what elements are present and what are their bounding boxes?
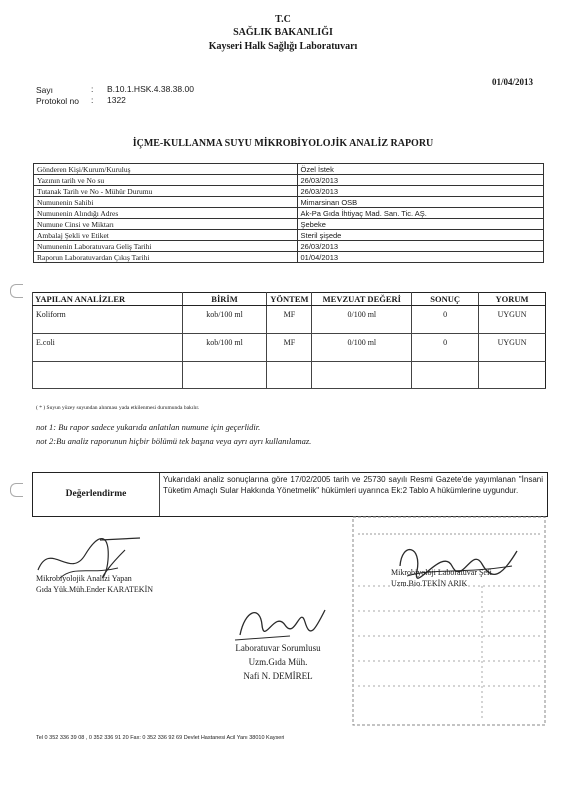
header-ministry: SAĞLIK BAKANLIĞI (233, 27, 333, 38)
left-signatory-name: Gıda Yük.Müh.Ender KARATEKİN (36, 585, 154, 594)
report-title: İÇME-KULLANMA SUYU MİKROBİYOLOJİK ANALİZ RAPORU (132, 138, 434, 149)
results-cell: Koliform (33, 306, 183, 334)
footer-contact: Tel 0 352 336 39 08 , 0 352 336 91 20 Fax: 0 352 336 92 69 Devlet Hastanesi Acil Yanı 38010 Kayseri (36, 735, 285, 741)
info-row (34, 164, 544, 175)
info-value: Steril şişede (297, 230, 544, 241)
results-cell: kob/100 ml (182, 306, 267, 334)
info-label: Gönderen Kişi/Kurum/Kuruluş (34, 164, 298, 175)
info-row (34, 208, 544, 219)
results-cell: kob/100 ml (182, 334, 267, 362)
info-value: 01/04/2013 (297, 252, 544, 263)
info-row (34, 230, 544, 241)
sayi-value: B.10.1.HSK.4.38.38.00 (107, 84, 194, 94)
protokol-colon: : (91, 95, 94, 105)
evaluation-text: Yukarıdaki analiz sonuçlarına göre 17/02/2005 tarih ve 25730 sayılı Resmi Gazete'de yayımlanan "İnsani Tüketim Amaçlı Sular Hakkında Yönetmelik" hükümleri uyarınca Ek:2 Tablo A hükümlerine uygundur. (163, 475, 543, 495)
results-empty-cell (412, 362, 479, 389)
info-label: Ambalaj Şekli ve Etiket (34, 230, 298, 241)
signature-center (230, 600, 330, 645)
info-label: Tutanak Tarih ve No - Mühür Durumu (34, 186, 298, 197)
results-header-cell: SONUÇ (412, 293, 479, 306)
results-empty-cell (479, 362, 546, 389)
info-row (34, 241, 544, 252)
info-label: Yazının tarih ve No su (34, 175, 298, 186)
sample-info-table (33, 163, 544, 263)
sayi-colon: : (91, 84, 94, 94)
center-signatory-role: Uzm.Gıda Müh. (248, 657, 308, 667)
right-signatory-title: Mikrobiyoloji Laboratuvar Şefi (391, 568, 492, 577)
info-label: Numunenin Laboratuvara Geliş Tarihi (34, 241, 298, 252)
note-1: not 1: Bu rapor sadece yukarıda anlatılan numune için geçerlidir. (36, 422, 261, 432)
info-label: Raporun Laboratuvardan Çıkış Tarihi (34, 252, 298, 263)
right-signatory-name: Uzm.Bio.TEKİN ARIK (391, 579, 468, 588)
results-cell: 0 (412, 306, 479, 334)
protokol-label: Protokol no (36, 96, 79, 106)
results-header-cell: YAPILAN ANALİZLER (33, 293, 183, 306)
info-value: Ak-Pa Gıda İhtiyaç Mad. San. Tic. AŞ. (297, 208, 544, 219)
results-table (32, 292, 546, 389)
info-row (34, 175, 544, 186)
punch-mark-top (10, 284, 23, 298)
results-header-cell: YORUM (479, 293, 546, 306)
results-cell: 0/100 ml (312, 334, 412, 362)
info-label: Numunenin Sahibi (34, 197, 298, 208)
info-label: Numunenin Alındığı Adres (34, 208, 298, 219)
results-header-cell: BİRİM (182, 293, 267, 306)
results-cell: MF (267, 334, 312, 362)
info-value: 26/03/2013 (297, 175, 544, 186)
header-lab: Kayseri Halk Sağlığı Laboratuvarı (208, 41, 358, 52)
info-value: 26/03/2013 (297, 186, 544, 197)
header-tc: T.C (275, 14, 291, 25)
info-value: Şebeke (297, 219, 544, 230)
report-date: 01/04/2013 (492, 77, 534, 87)
evaluation-label-cell (33, 473, 160, 516)
evaluation-label: Değerlendirme (65, 489, 127, 499)
info-row (34, 219, 544, 230)
results-cell: 0/100 ml (312, 306, 412, 334)
info-value: 26/03/2013 (297, 241, 544, 252)
left-signatory-title: Mikrobiyolojik Analizi Yapan (36, 574, 132, 583)
center-signatory-name: Nafi N. DEMİREL (243, 671, 313, 681)
results-empty-cell (267, 362, 312, 389)
protokol-value: 1322 (107, 95, 126, 105)
results-header-cell: YÖNTEM (267, 293, 312, 306)
note-2: not 2:Bu analiz raporunun hiçbir bölümü tek başına veya ayrı ayrı kullanılamaz. (36, 436, 312, 446)
results-cell: 0 (412, 334, 479, 362)
results-cell: UYGUN (479, 306, 546, 334)
info-row (34, 186, 544, 197)
results-cell: UYGUN (479, 334, 546, 362)
results-row (33, 334, 546, 362)
results-empty-cell (312, 362, 412, 389)
results-cell: MF (267, 306, 312, 334)
sayi-label: Sayı (36, 85, 54, 95)
info-label: Numune Cinsi ve Miktarı (34, 219, 298, 230)
results-empty-cell (33, 362, 183, 389)
info-row (34, 197, 544, 208)
results-empty-row (33, 362, 546, 389)
results-row (33, 306, 546, 334)
info-value: Özel İstek (297, 164, 544, 175)
evaluation-box (32, 472, 548, 517)
punch-mark-bottom (10, 483, 23, 497)
info-row (34, 252, 544, 263)
footnote: ( * ) Suyun yüzey suyundan alınması yada etkilenmesi durumunda bakılır. (36, 405, 200, 411)
results-empty-cell (182, 362, 267, 389)
results-header-cell: MEVZUAT DEĞERİ (312, 293, 412, 306)
results-cell: E.coli (33, 334, 183, 362)
center-signatory-title: Laboratuvar Sorumlusu (235, 643, 321, 653)
info-value: Mimarsinan OSB (297, 197, 544, 208)
